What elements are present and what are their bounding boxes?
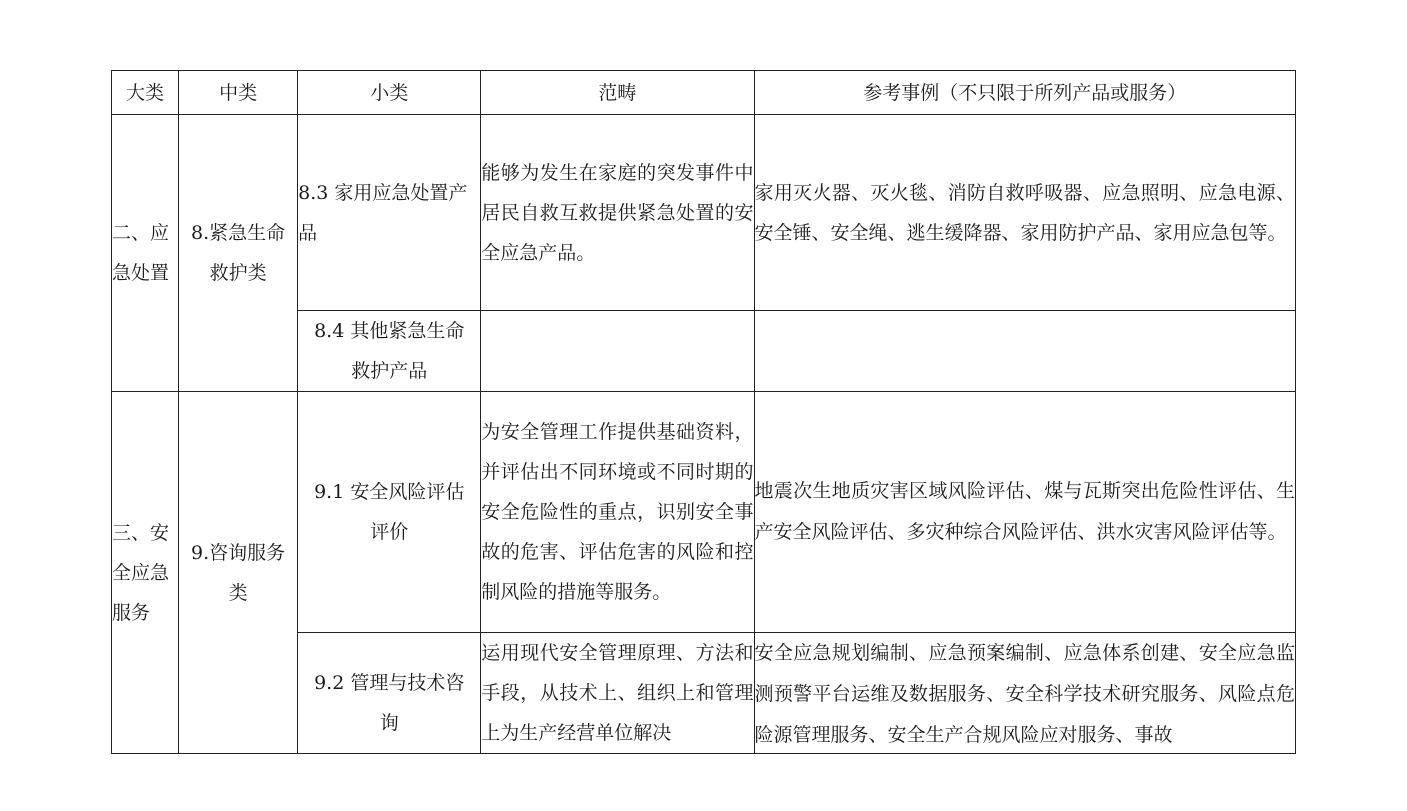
examples-cell: [754, 392, 1296, 633]
scope-text: 为安全管理工作提供基础资料，并评估出不同环境或不同时期的安全危险性的重点，识别安全事故的危害、评估危害的风险和控制风险的措施等服务。: [481, 421, 754, 603]
minor-category-label: 8.4 其他紧急生命救护产品: [314, 320, 465, 382]
middle-category-label: 8.紧急生命救护类: [191, 222, 286, 284]
table-header-row: [112, 71, 1296, 115]
middle-category-cell: [179, 392, 298, 754]
major-category-cell: [112, 392, 179, 754]
header-examples: 参考事例（不只限于所列产品或服务）: [754, 71, 1296, 115]
table-row: [112, 392, 1296, 633]
examples-cell: [754, 115, 1296, 311]
examples-text: 地震次生地质灾害区域风险评估、煤与瓦斯突出危险性评估、生产安全风险评估、多灾种综合风险评估、洪水灾害风险评估等。: [754, 480, 1295, 543]
header-middle-category: 中类: [179, 71, 298, 115]
major-category-cell: [112, 115, 179, 392]
minor-category-label: 9.1 安全风险评估评价: [314, 481, 465, 543]
scope-cell: [481, 392, 754, 633]
minor-category-cell: [298, 633, 481, 754]
product-catalog-table: [111, 70, 1296, 754]
examples-cell: [754, 311, 1296, 392]
middle-category-label: 9.咨询服务类: [191, 541, 286, 604]
major-category-label: 二、应急处置: [112, 222, 170, 284]
scope-text: 能够为发生在家庭的突发事件中居民自救互救提供紧急处置的安全应急产品。: [481, 161, 754, 264]
examples-text: 安全应急规划编制、应急预案编制、应急体系创建、安全应急监测预警平台运维及数据服务、安全科学技术研究服务、风险点危险源管理服务、安全生产合规风险应对服务、事故: [754, 642, 1295, 746]
header-major-category: 大类: [112, 71, 179, 115]
minor-category-cell: [298, 392, 481, 633]
minor-category-cell: [298, 115, 481, 311]
table-row: [112, 115, 1296, 311]
header-minor-category: 小类: [298, 71, 481, 115]
minor-category-label: 9.2 管理与技术咨询: [314, 672, 465, 734]
scope-cell: [481, 311, 754, 392]
major-category-label: 三、安全应急服务: [112, 521, 170, 624]
header-scope: 范畴: [481, 71, 754, 115]
scope-cell: [481, 633, 754, 754]
middle-category-cell: [179, 115, 298, 392]
minor-category-label: 8.3 家用应急处置产品: [298, 181, 468, 244]
scope-text: 运用现代安全管理原理、方法和手段，从技术上、组织上和管理上为生产经营单位解决: [481, 642, 754, 744]
minor-category-cell: [298, 311, 481, 392]
scope-cell: [481, 115, 754, 311]
examples-text: 家用灭火器、灭火毯、消防自救呼吸器、应急照明、应急电源、安全锤、安全绳、逃生缓降器、家用防护产品、家用应急包等。: [754, 181, 1295, 244]
examples-cell: [754, 633, 1296, 754]
